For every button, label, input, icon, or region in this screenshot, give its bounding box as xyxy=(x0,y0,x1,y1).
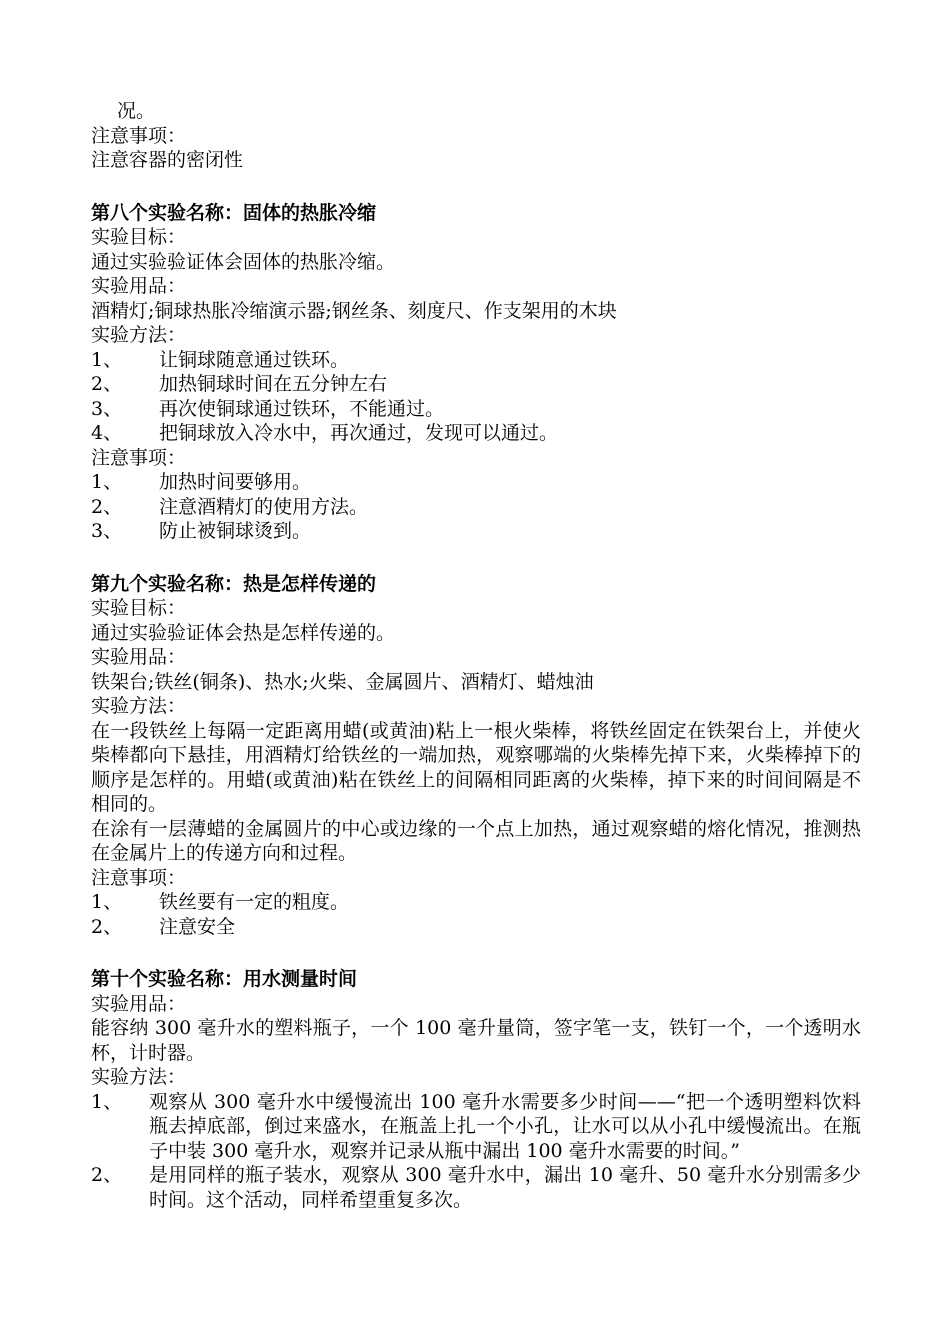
exp9-goal-label: 实验目标： xyxy=(91,597,187,619)
note-text: 注意容器的密闭性 xyxy=(91,149,244,171)
exp10-supplies: 能容纳 300 毫升水的塑料瓶子，一个 100 毫升量筒，签字笔一支，铁钉一个，一个透明水杯，计时器。 xyxy=(91,1017,861,1064)
list-item: 2、 注意酒精灯的使用方法。 xyxy=(91,495,369,518)
list-item: 1、 加热时间要够用。 xyxy=(91,471,312,493)
exp8-goal: 通过实验验证体会固体的热胀冷缩。 xyxy=(91,250,396,273)
list-item: 2、 是用同样的瓶子装水，观察从 300 毫升水中，漏出 10 毫升、50 毫升水分别需多少时间。这个活动，同样希望重复多次。 xyxy=(91,1164,861,1211)
exp9-title: 第九个实验名称：热是怎样传递的 xyxy=(91,572,377,595)
exp9-method-paragraph-2: 在涂有一层薄蜡的金属圆片的中心或边缘的一个点上加热，通过观察蜡的熔化情况，推测热在金属片上的传递方向和过程。 xyxy=(91,817,861,864)
exp9-supplies: 铁架台;铁丝(铜条)、热水;火柴、金属圆片、酒精灯、蜡烛油 xyxy=(91,670,594,693)
exp8-goal-label: 实验目标： xyxy=(91,226,187,248)
notes-label: 注意事项： xyxy=(91,124,187,147)
list-item: 4、 把铜球放入冷水中，再次通过，发现可以通过。 xyxy=(91,422,559,444)
exp9-notes-label: 注意事项： xyxy=(91,866,187,889)
list-item: 2、 加热铜球时间在五分钟左右 xyxy=(91,373,388,395)
exp8-supplies: 酒精灯;铜球热胀冷缩演示器;钢丝条、刻度尺、作支架用的木块 xyxy=(91,299,617,322)
exp9-goal: 通过实验验证体会热是怎样传递的。 xyxy=(91,621,396,644)
list-item: 1、 观察从 300 毫升水中缓慢流出 100 毫升水需要多少时间——“把一个透明塑料饮料瓶去掉底部，倒过来盛水，在瓶盖上扎一个小孔，让水可以从小孔中缓慢流出。在瓶子中装 300 毫升水，观察并记录从瓶中漏出 100 毫升水需要的时间。” xyxy=(91,1090,861,1162)
exp8-supplies-label: 实验用品： xyxy=(91,275,187,297)
list-item: 3、 防止被铜球烫到。 xyxy=(91,520,312,542)
list-item: 3、 再次使铜球通过铁环，不能通过。 xyxy=(91,397,445,420)
continued-text: 况。 xyxy=(117,100,156,122)
exp8-title: 第八个实验名称：固体的热胀冷缩 xyxy=(91,201,377,224)
list-item: 2、 注意安全 xyxy=(91,915,236,938)
exp10-title: 第十个实验名称：用水测量时间 xyxy=(91,968,358,990)
exp8-method-label: 实验方法： xyxy=(91,324,187,346)
list-item: 1、 铁丝要有一定的粗度。 xyxy=(91,891,350,913)
exp10-supplies-label: 实验用品： xyxy=(91,992,187,1015)
document-content xyxy=(91,99,861,1212)
list-item: 1、 让铜球随意通过铁环。 xyxy=(91,348,350,371)
exp8-notes-label: 注意事项： xyxy=(91,446,187,469)
exp9-supplies-label: 实验用品： xyxy=(91,646,187,668)
exp9-method-paragraph-1: 在一段铁丝上每隔一定距离用蜡(或黄油)粘上一根火柴棒，将铁丝固定在铁架台上，并使火柴棒都向下悬挂，用酒精灯给铁丝的一端加热，观察哪端的火柴棒先掉下来，火柴棒掉下的顺序是怎样的。用蜡(或黄油)粘在铁丝上的间隔相同距离的火柴棒，掉下来的时间间隔是不相同的。 xyxy=(91,719,861,815)
exp9-method-label: 实验方法： xyxy=(91,695,187,717)
exp10-method-label: 实验方法： xyxy=(91,1066,187,1088)
